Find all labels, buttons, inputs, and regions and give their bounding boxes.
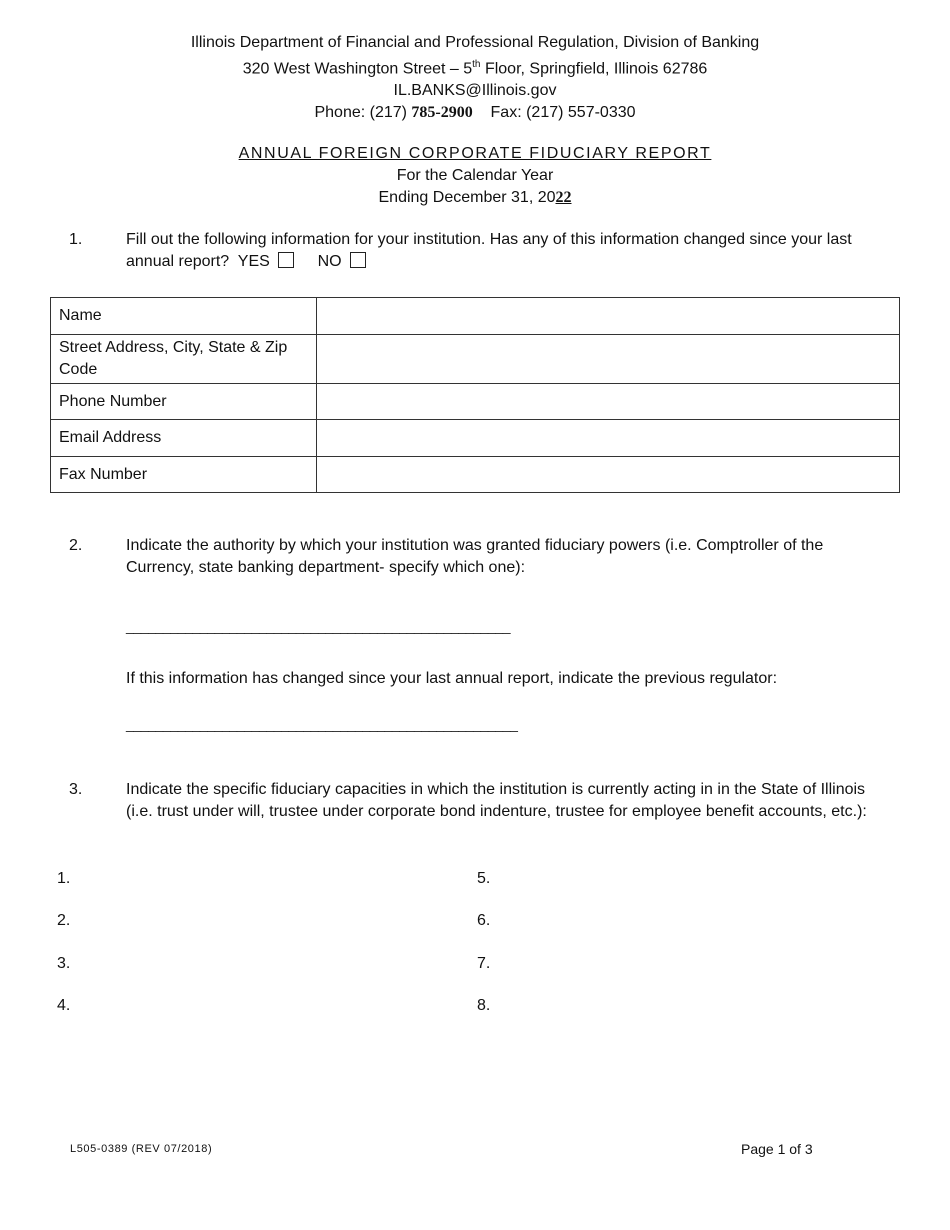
yes-label: YES [237, 253, 270, 270]
question-2-followup: If this information has changed since your last annual report, indicate the previous regulator: [126, 670, 778, 687]
previous-regulator-line[interactable]: _____________________________________________________ [126, 716, 518, 732]
table-row [51, 298, 900, 335]
name-field[interactable] [317, 298, 900, 335]
question-1-text: Fill out the following information for your institution. Has any of this information changed since your last annual report? [126, 231, 852, 270]
phone-field[interactable] [317, 384, 900, 420]
agency-name: Illinois Department of Financial and Professional Regulation, Division of Banking [190, 34, 760, 51]
question-3-text: Indicate the specific fiduciary capacities in which the institution is currently acting in in the State of Illinois (i.e. trust under will, trustee under corporate bond indenture, trustee for employee benefit accounts, etc.): [126, 781, 867, 820]
question-1-number: 1. [69, 231, 83, 248]
row-label-phone: Phone Number [51, 384, 317, 420]
no-checkbox[interactable] [350, 252, 366, 268]
report-subtitle: For the Calendar Year [396, 167, 554, 184]
header [0, 32, 950, 124]
report-year-line: Ending December 31, 2022 [378, 189, 572, 206]
capacity-item-6[interactable]: 6. [477, 912, 491, 929]
fax-field[interactable] [317, 457, 900, 493]
table-row [51, 420, 900, 457]
yes-checkbox[interactable] [278, 252, 294, 268]
table-row [51, 335, 900, 384]
question-2-text: Indicate the authority by which your institution was granted fiduciary powers (i.e. Comptroller of the Currency, state banking department- specify which one): [126, 537, 824, 576]
row-label-name: Name [51, 298, 317, 335]
row-label-email: Email Address [51, 420, 317, 457]
capacity-item-7[interactable]: 7. [477, 955, 491, 972]
table-row [51, 384, 900, 420]
institution-info-table [50, 297, 900, 493]
question-1 [126, 229, 886, 273]
report-title: ANNUAL FOREIGN CORPORATE FIDUCIARY REPORT [238, 145, 712, 162]
capacity-item-1[interactable]: 1. [57, 870, 71, 887]
agency-address: 320 West Washington Street – 5th Floor, Springfield, Illinois 62786 [242, 59, 708, 78]
capacity-item-4[interactable]: 4. [57, 997, 71, 1014]
form-number: L505-0389 (REV 07/2018) [70, 1143, 213, 1155]
question-2-number: 2. [69, 537, 83, 554]
row-label-address: Street Address, City, State & Zip Code [51, 335, 317, 384]
address-field[interactable] [317, 335, 900, 384]
email-field[interactable] [317, 420, 900, 457]
report-title-block [0, 143, 950, 209]
capacity-item-5[interactable]: 5. [477, 870, 491, 887]
row-label-fax: Fax Number [51, 457, 317, 493]
table-row [51, 457, 900, 493]
question-3-number: 3. [69, 781, 83, 798]
agency-phone-fax: Phone: (217) 785-2900 Fax: (217) 557-0330 [314, 104, 636, 122]
page-number: Page 1 of 3 [741, 1141, 813, 1157]
authority-answer-line[interactable]: ____________________________________________________ [126, 618, 511, 634]
no-label: NO [317, 253, 342, 270]
capacity-item-2[interactable]: 2. [57, 912, 71, 929]
agency-email: IL.BANKS@Illinois.gov [393, 82, 557, 100]
capacity-item-8[interactable]: 8. [477, 997, 491, 1014]
capacity-item-3[interactable]: 3. [57, 955, 71, 972]
